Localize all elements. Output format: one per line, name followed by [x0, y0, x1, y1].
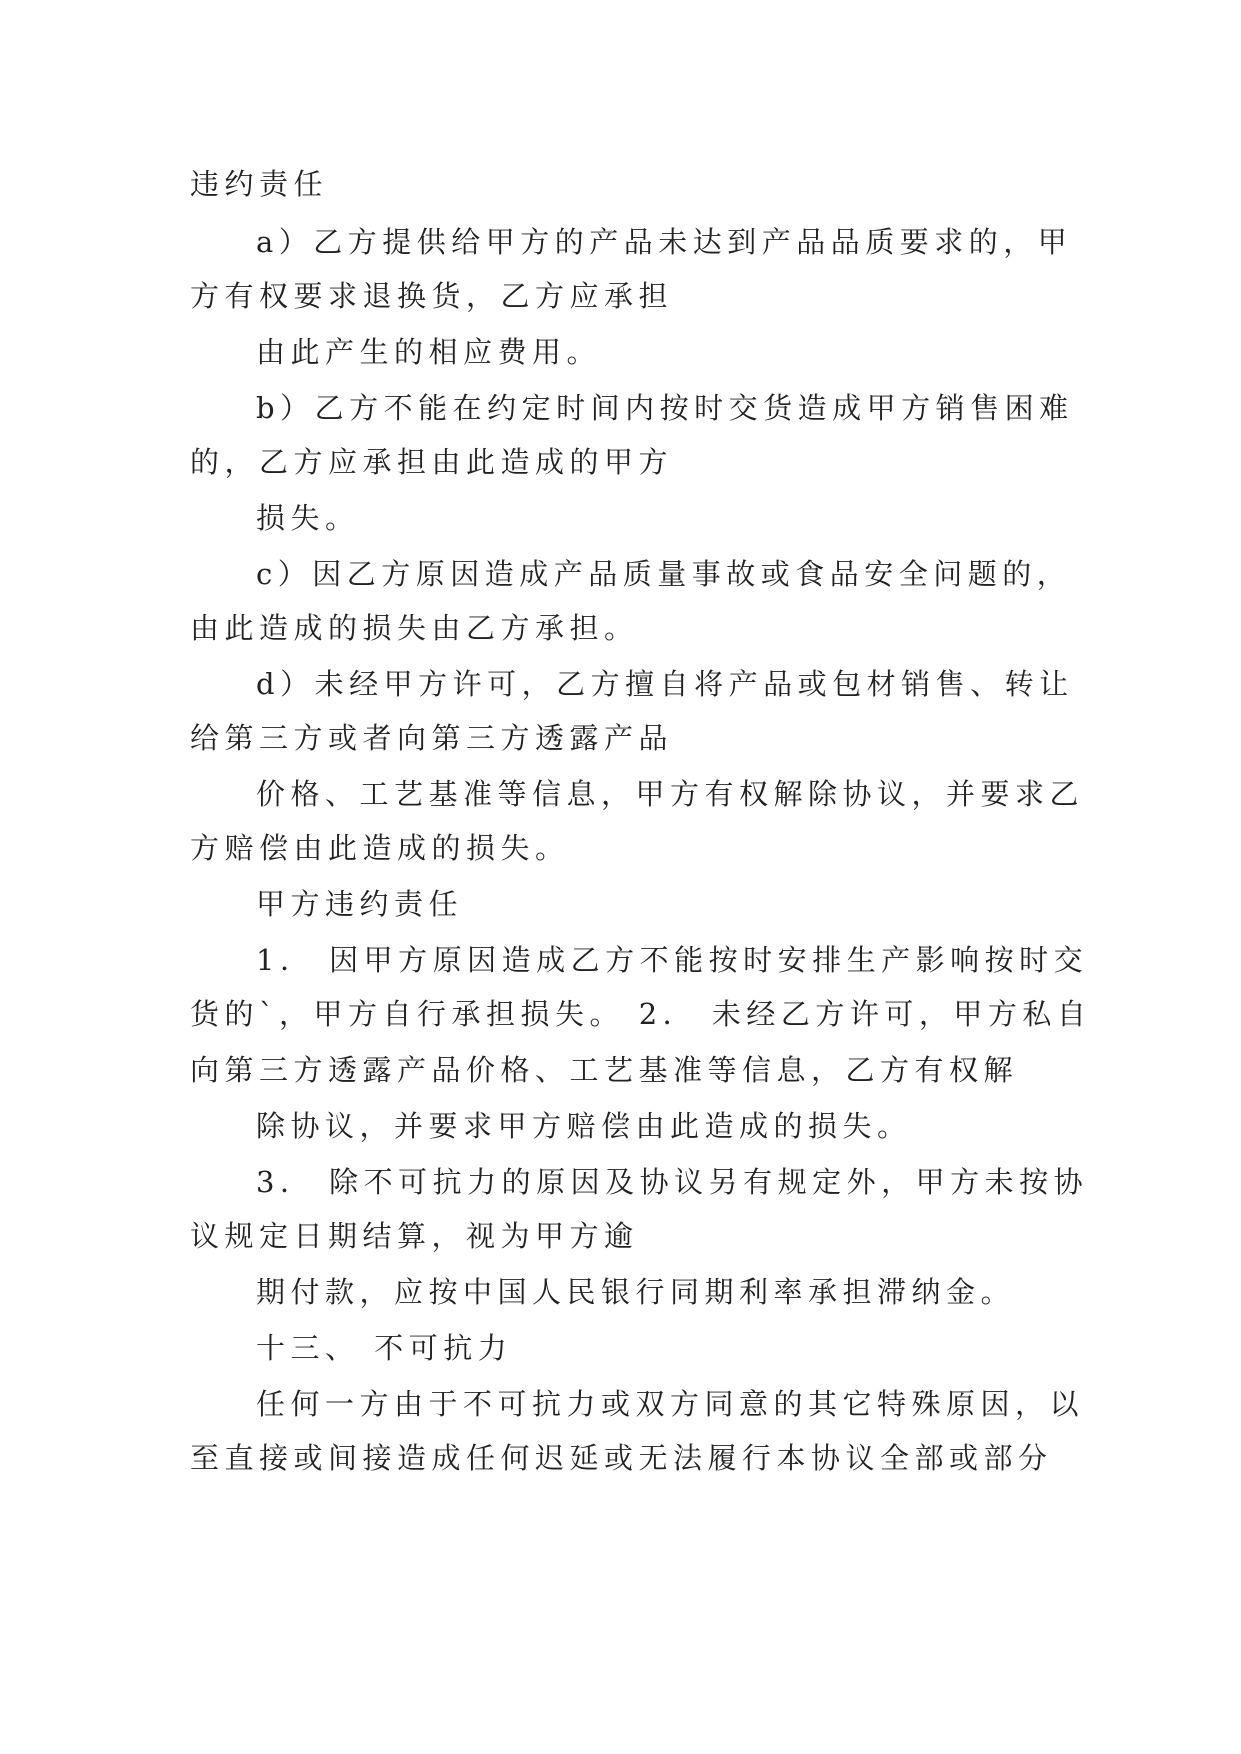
clause-3-line-3: 期付款，应按中国人民银行同期利率承担滞纳金。 [256, 1275, 1016, 1309]
clause-3-line-2: 议规定日期结算，视为甲方逾 [190, 1219, 639, 1253]
clause-a-line-1: a）乙方提供给甲方的产品未达到产品品质要求的，甲 [256, 225, 1073, 259]
clause-2-line-3: 除协议，并要求甲方赔偿由此造成的损失。 [256, 1109, 912, 1143]
section-heading-party-a-liability: 甲方违约责任 [256, 887, 464, 921]
clause-a-line-2: 方有权要求退换货，乙方应承担 [190, 279, 674, 313]
clause-b-line-3: 损失。 [256, 501, 360, 535]
clause-1-line-1: 1． 因甲方原因造成乙方不能按时安排生产影响按时交 [256, 943, 1089, 977]
clause-b-line-2: 的，乙方应承担由此造成的甲方 [190, 445, 674, 479]
force-majeure-line-2: 至直接或间接造成任何迟延或无法履行本协议全部或部分 [190, 1441, 1053, 1475]
section-heading-breach-liability: 违约责任 [190, 167, 329, 201]
clause-d-line-1: d）未经甲方许可，乙方擅自将产品或包材销售、转让 [256, 667, 1074, 701]
clause-d-line-3: 价格、工艺基准等信息，甲方有权解除协议，并要求乙 [256, 777, 1085, 811]
clause-c-line-2: 由此造成的损失由乙方承担。 [190, 611, 639, 645]
clause-3-line-1: 3． 除不可抗力的原因及协议另有规定外，甲方未按协 [256, 1165, 1089, 1199]
force-majeure-line-1: 任何一方由于不可抗力或双方同意的其它特殊原因，以 [256, 1387, 1085, 1421]
clause-b-line-1: b）乙方不能在约定时间内按时交货造成甲方销售困难 [256, 391, 1074, 425]
clause-d-line-4: 方赔偿由此造成的损失。 [190, 831, 570, 865]
clause-1-2-line-2: 货的`，甲方自行承担损失。 2． 未经乙方许可，甲方私自 [190, 997, 1092, 1031]
clause-a-line-3: 由此产生的相应费用。 [256, 335, 602, 369]
clause-c-line-1: c）因乙方原因造成产品质量事故或食品安全问题的， [256, 557, 1072, 591]
section-heading-force-majeure: 十三、 不可抗力 [256, 1331, 513, 1365]
clause-2-line-2: 向第三方透露产品价格、工艺基准等信息，乙方有权解 [190, 1053, 1019, 1087]
clause-d-line-2: 给第三方或者向第三方透露产品 [190, 721, 674, 755]
